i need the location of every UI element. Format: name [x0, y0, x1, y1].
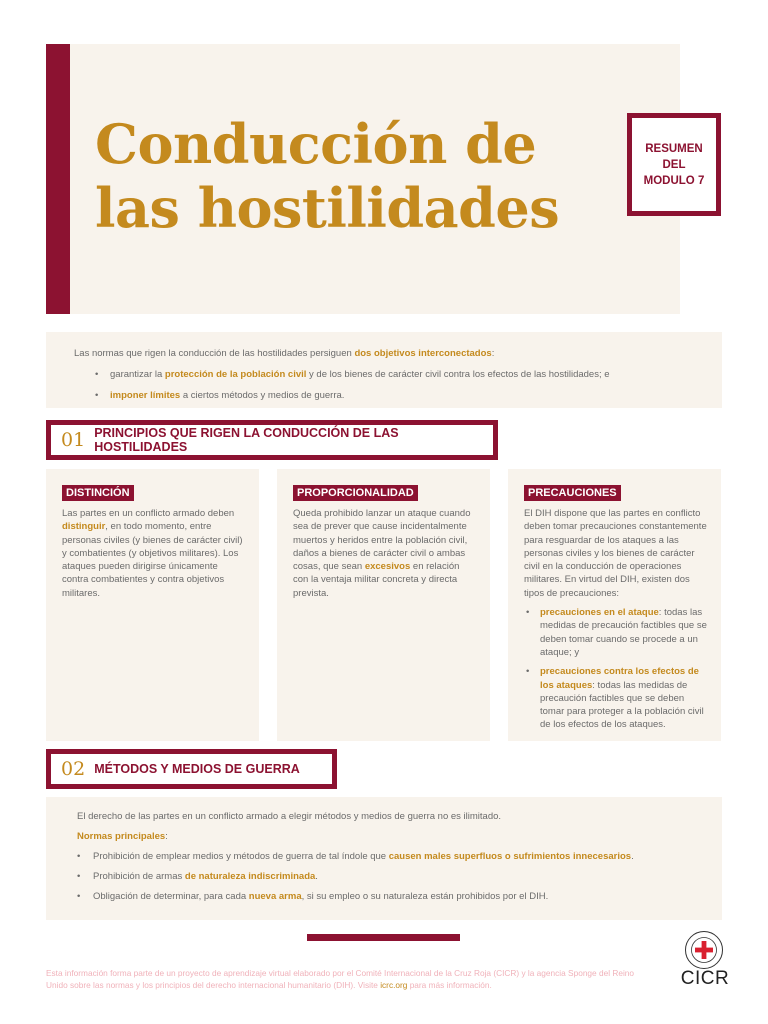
methods-bullet-3-pre: Obligación de determinar, para cada [93, 891, 249, 902]
methods-bullet-1-post: . [631, 851, 634, 862]
page-title [95, 112, 615, 240]
intro-bullet-1-post: y de los bienes de carácter civil contra los efectos de las hostilidades; e [306, 369, 610, 380]
proportionality-highlight: excesivos [364, 561, 411, 573]
badge-line-1: RESUMEN [645, 142, 703, 155]
intro-lead [74, 343, 722, 364]
methods-bullet-3-post: , si su empleo o su naturaleza están prohibidos por el DIH. [301, 891, 549, 902]
page-title-line1: Conducción de [95, 112, 537, 176]
header-accent-bar [46, 44, 70, 314]
page-title-line2: las hostilidades [95, 176, 560, 240]
red-cross-emblem-icon [684, 930, 724, 970]
methods-subhead [77, 827, 722, 847]
section-1-number: 01 [61, 429, 86, 451]
intro-lead-end: : [491, 348, 495, 359]
methods-bullet-2-pre: Prohibición de armas [93, 871, 185, 882]
badge-line-3: MODULO 7 [643, 174, 705, 187]
principle-proportionality-card [277, 469, 490, 741]
section-1-title: PRINCIPIOS QUE RIGEN LA CONDUCCIÓN DE LAS HOSTILIDADES [94, 426, 399, 454]
precautions-text: El DIH dispone que las partes en conflicto deben tomar precauciones constantemente para resguardar de los ataques a las personas civiles y los bienes de carácter civil en la conducción de operaciones militares. En virtud del DIH, existen dos tipos de precauciones: [524, 508, 707, 599]
section-2-number: 02 [61, 758, 86, 780]
methods-bullet-2-highlight: de naturaleza indiscriminada [184, 871, 316, 882]
proportionality-text-pre: Queda prohibido lanzar un ataque cuando sea de prever que cause incidentalmente muertos y heridos entre la población civil, daños a bienes de carácter civil o ambas cosas, que sean [293, 508, 471, 573]
intro-bullet-1 [74, 364, 722, 385]
section-2-title: MÉTODOS Y MEDIOS DE GUERRA [94, 762, 300, 776]
footer-text-2: para más información. [407, 980, 492, 990]
precautions-bullet-2-post: : todas las medidas de precaución factibles que se deben tomar para proteger a la población civil de los efectos de los ataques. [540, 679, 704, 731]
icrc-logo-text: CICR [680, 968, 730, 989]
intro-bullet-1-highlight: protección de la población civil [164, 369, 307, 380]
distinction-highlight: distinguir [62, 521, 106, 533]
proportionality-text-post: en relación con la ventaja militar concreta y directa prevista. [293, 561, 460, 599]
methods-subhead-colon: : [165, 831, 168, 842]
precautions-bullet-2-highlight: precauciones contra los efectos de los ataques [540, 666, 699, 691]
methods-bullet-3-highlight: nueva arma [248, 891, 302, 902]
intro-lead-highlight: dos objetivos interconectados [354, 348, 492, 359]
intro-bullet-2-post: a ciertos métodos y medios de guerra. [180, 390, 345, 401]
footer-text-1: Esta información forma parte de un proyecto de aprendizaje virtual elaborado por el Comité Internacional de la Cruz Roja (CICR) y la agencia Sponge del Reino Unido sobre las normas y los principios del derecho internacional humanitario (DIH). Visite [46, 968, 635, 990]
icrc-website-link[interactable]: icrc.org [380, 980, 408, 990]
intro-panel [46, 332, 722, 408]
methods-subhead-text: Normas principales [77, 831, 166, 842]
distinction-text [62, 507, 245, 600]
methods-bullet-2-post: . [315, 871, 318, 882]
precautions-bullet-1-highlight: precauciones en el ataque [540, 607, 659, 619]
footer-divider [307, 934, 460, 941]
section-2-header [46, 749, 337, 789]
proportionality-text [293, 507, 476, 600]
precautions-bullet-1 [524, 606, 707, 659]
precautions-tag: PRECAUCIONES [524, 485, 621, 501]
methods-lead: El derecho de las partes en un conflicto armado a elegir métodos y medios de guerra no es ilimitado. [77, 811, 502, 822]
intro-bullet-2-highlight: imponer límites [110, 390, 181, 401]
section-1-header [46, 420, 498, 460]
badge-line-2: DEL [662, 158, 686, 171]
distinction-tag: DISTINCIÓN [62, 485, 134, 501]
distinction-text-post: , en todo momento, entre personas civiles (y bienes de carácter civil) y combatientes (y objetivos militares). Los ataques pueden dirigirse únicamente contra combatientes y contra objetivos militares. [62, 521, 243, 599]
module-summary-badge [627, 113, 721, 216]
methods-bullet-1 [77, 847, 722, 867]
intro-bullet-1-pre: garantizar la [110, 369, 165, 380]
footer-note [46, 967, 646, 991]
precautions-bullet-1-post: : todas las medidas de precaución factibles que se deben tomar cuando se procede a un ataque; y [540, 607, 707, 658]
methods-bullet-1-highlight: causen males superfluos o sufrimientos innecesarios [388, 851, 632, 862]
precautions-bullet-2 [524, 665, 707, 731]
proportionality-tag: PROPORCIONALIDAD [293, 485, 418, 501]
principle-precautions-card [508, 469, 721, 741]
distinction-text-pre: Las partes en un conflicto armado deben [62, 508, 235, 519]
intro-lead-text: Las normas que rigen la conducción de las hostilidades persiguen [74, 348, 355, 359]
methods-panel [46, 797, 722, 920]
methods-bullet-3 [77, 887, 722, 907]
intro-bullet-2 [74, 385, 722, 406]
principle-distinction-card [46, 469, 259, 741]
methods-bullet-2 [77, 867, 722, 887]
methods-bullet-1-pre: Prohibición de emplear medios y métodos de guerra de tal índole que [93, 851, 389, 862]
